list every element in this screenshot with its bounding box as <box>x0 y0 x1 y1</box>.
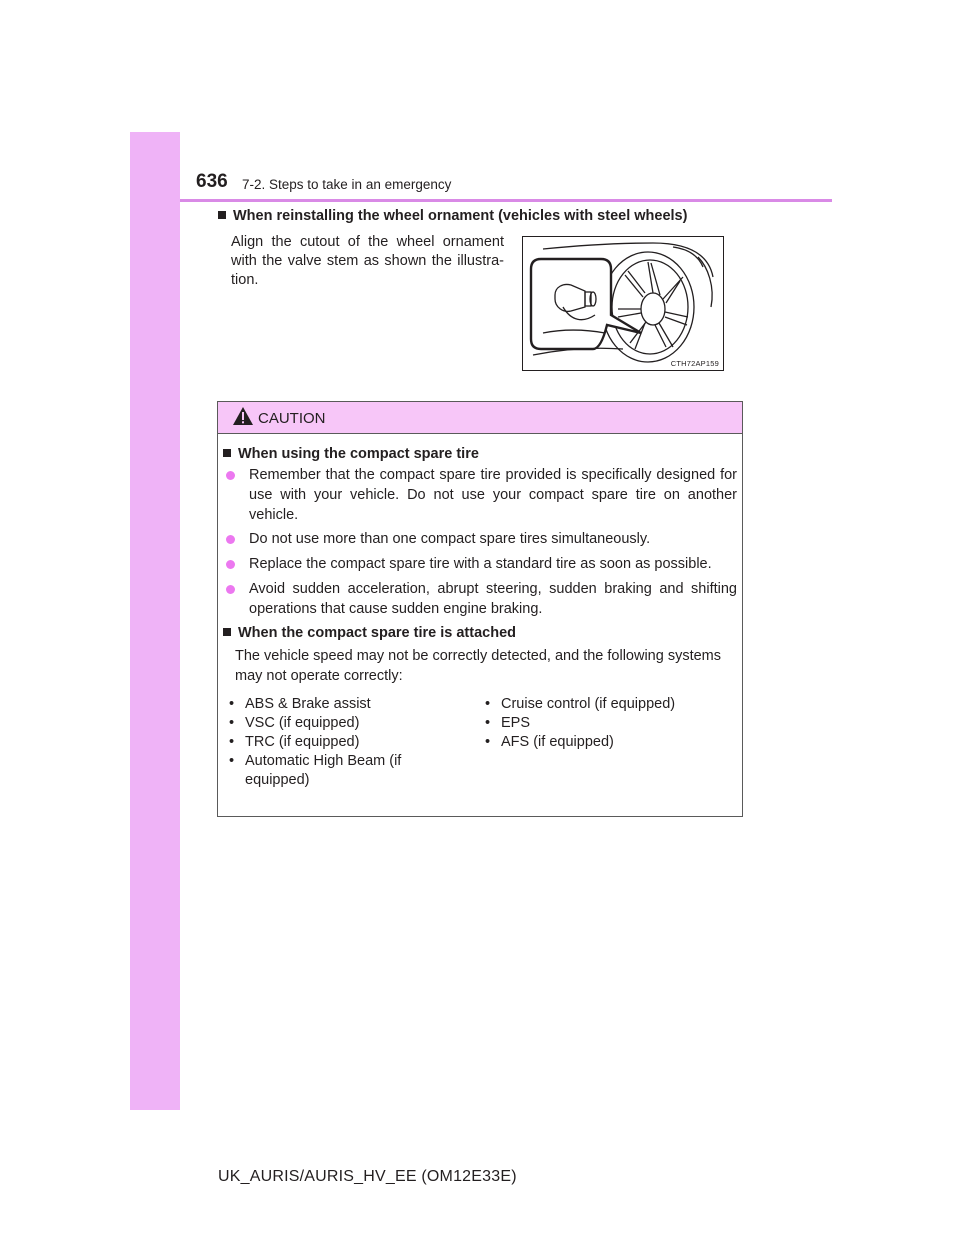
warning-triangle-icon <box>232 406 254 426</box>
list-item: • EPS <box>485 715 531 731</box>
section-title: 7-2. Steps to take in an emergency <box>242 177 452 192</box>
caution-bullet: Do not use more than one compact spare tires simultaneously. <box>222 529 737 549</box>
chapter-side-band <box>130 132 180 1110</box>
page-number: 636 <box>196 171 228 192</box>
bullet-dot-icon <box>226 535 235 544</box>
instruction-paragraph: Align the cutout of the wheel ornament with the valve stem as shown the illustra-tion. <box>231 234 504 288</box>
wheel-ornament-illustration <box>522 236 724 371</box>
caution-heading-spare-attached: When the compact spare tire is attached <box>223 625 516 641</box>
caution-heading-compact-spare: When using the compact spare tire <box>223 446 479 462</box>
bullet-dot-icon <box>226 560 235 569</box>
bullet-dot-icon <box>226 471 235 480</box>
item-heading-text: When reinstalling the wheel ornament (vehicles with steel wheels) <box>233 208 688 224</box>
list-item: • AFS (if equipped) <box>485 734 614 750</box>
item-heading <box>218 208 687 224</box>
square-bullet-icon <box>223 628 231 636</box>
illustration-code: CTH72AP159 <box>670 359 719 368</box>
list-item: • Cruise control (if equipped) <box>485 696 676 712</box>
list-item: • ABS & Brake assist <box>229 696 371 712</box>
bullet-dot-icon <box>226 585 235 594</box>
caution-bullet: Remember that the compact spare tire provided is specifically designed for use with your vehicle. Do not use your compact spare tire on another vehicle. <box>222 465 737 525</box>
caution-label: CAUTION <box>258 410 326 427</box>
square-bullet-icon <box>223 449 231 457</box>
wheel-ornament-valve-stem-illustration <box>523 237 723 370</box>
header-rule <box>180 199 832 202</box>
list-item: • Automatic High Beam (if equipped) <box>229 753 402 788</box>
systems-list-right <box>485 695 725 752</box>
caution-box <box>217 401 743 817</box>
footer-model-code: UK_AURIS/AURIS_HV_EE (OM12E33E) <box>218 1168 517 1185</box>
caution-bullet: Avoid sudden acceleration, abrupt steering, sudden braking and shifting operations that cause sudden engine braking. <box>222 579 737 619</box>
square-bullet-icon <box>218 211 226 219</box>
list-item: • VSC (if equipped) <box>229 715 360 731</box>
caution-header <box>218 402 742 434</box>
list-item: • TRC (if equipped) <box>229 734 360 750</box>
caution-bullet: Replace the compact spare tire with a standard tire as soon as possible. <box>222 554 737 574</box>
caution-paragraph: The vehicle speed may not be correctly detected, and the following systems may not operate correctly: <box>235 648 722 684</box>
systems-list-left <box>229 695 469 790</box>
